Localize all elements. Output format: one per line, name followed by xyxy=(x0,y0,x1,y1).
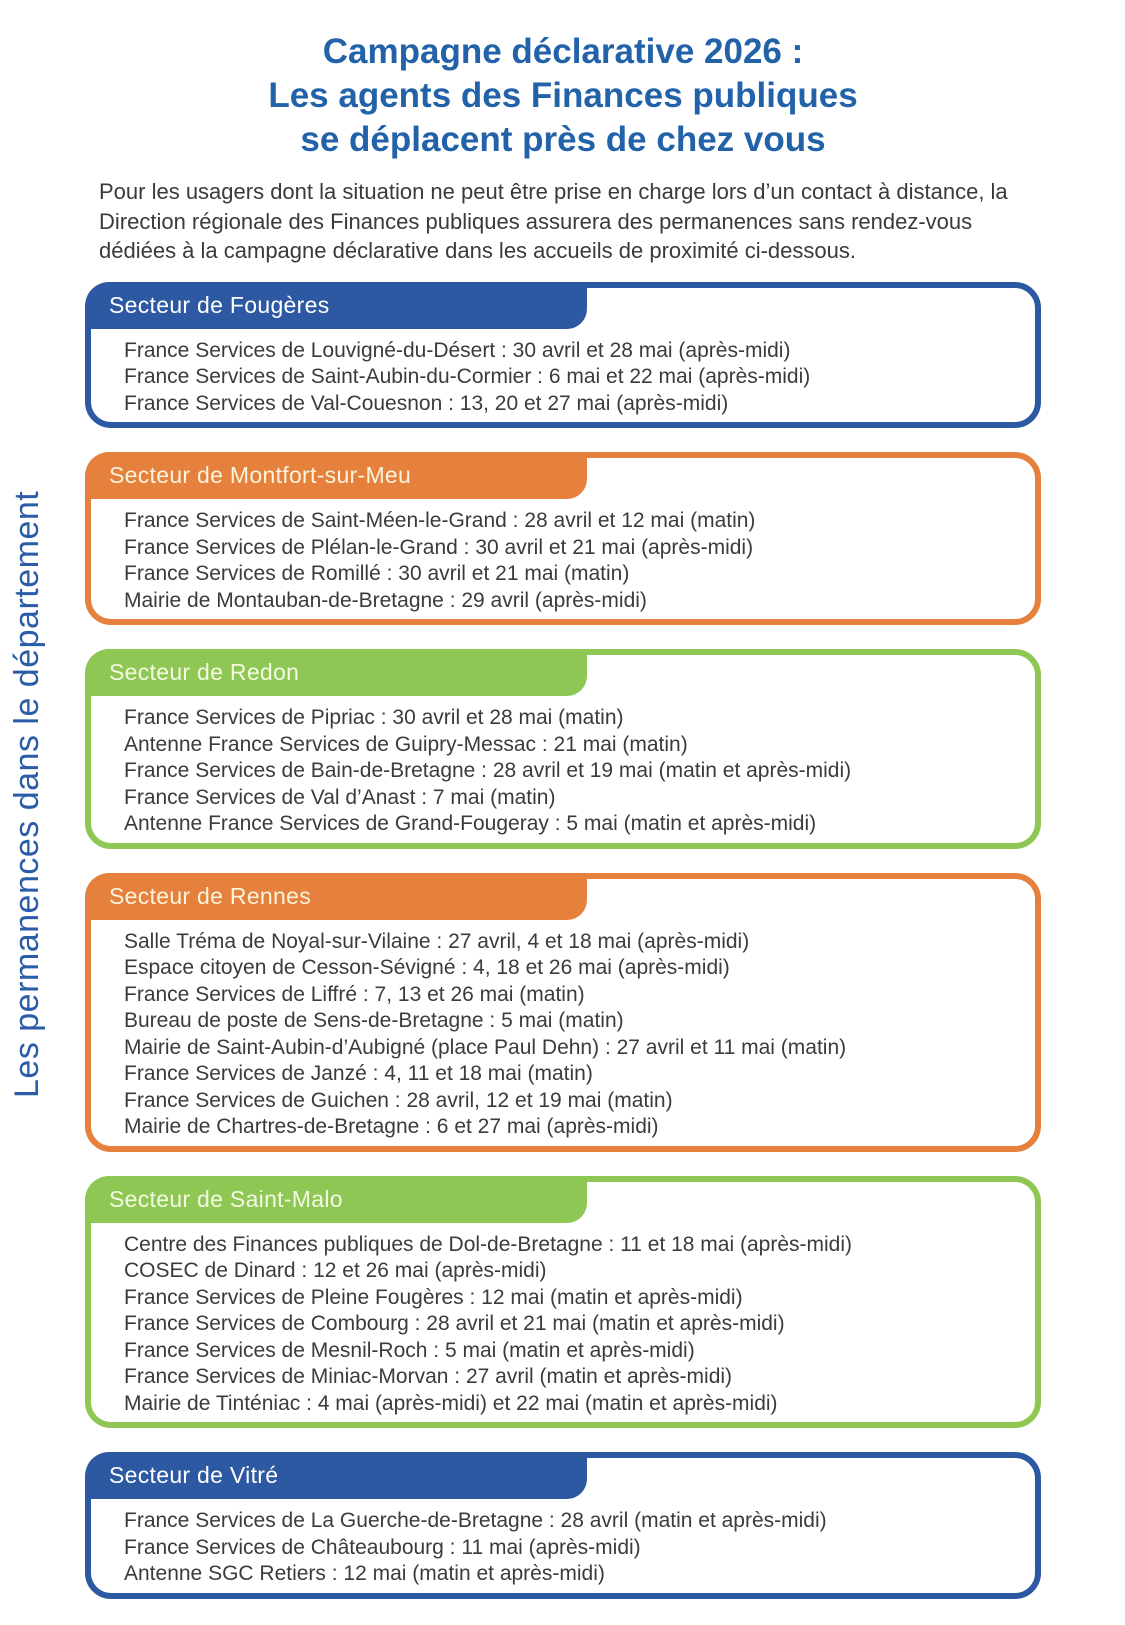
permanence-item: France Services de Janzé : 4, 11 et 18 mai (matin) xyxy=(124,1062,593,1085)
permanence-item: Salle Tréma de Noyal-sur-Vilaine : 27 avril, 4 et 18 mai (après-midi) xyxy=(124,929,750,953)
sector-title: Secteur de Saint-Malo xyxy=(109,1185,343,1212)
sector-title: Secteur de Fougères xyxy=(109,291,330,318)
permanence-item: France Services de Mesnil-Roch : 5 mai (matin et après-midi) xyxy=(124,1338,695,1362)
permanence-item: France Services de Pleine Fougères : 12 mai (matin et après-midi) xyxy=(124,1285,743,1309)
sector-box xyxy=(85,282,1041,429)
permanence-item: France Services de Val d’Anast : 7 mai (matin) xyxy=(124,785,556,809)
sector-title: Secteur de Rennes xyxy=(109,882,312,909)
permanence-item: Mairie de Tinténiac : 4 mai (après-midi) et 22 mai (matin et après-midi) xyxy=(124,1391,778,1415)
page-title-line-3: se déplacent près de chez vous xyxy=(300,120,826,159)
permanence-item: France Services de Plélan-le-Grand : 30 avril et 21 mai (après-midi) xyxy=(124,535,754,559)
sector-box xyxy=(85,1176,1041,1429)
permanence-item: France Services de Louvigné-du-Désert : 30 avril et 28 mai (après-midi) xyxy=(124,338,791,362)
permanence-item: Bureau de poste de Sens-de-Bretagne : 5 mai (matin) xyxy=(124,1009,624,1032)
sector-header-tab xyxy=(85,1452,587,1499)
sector-box xyxy=(85,1452,1041,1599)
sector-box xyxy=(85,873,1041,1152)
sector-title: Secteur de Vitré xyxy=(109,1462,279,1488)
permanence-item: Antenne France Services de Guipry-Messac : 21 mai (matin) xyxy=(124,732,688,756)
content-column xyxy=(85,0,1041,1623)
permanence-item: France Services de Pipriac : 30 avril et 28 mai (matin) xyxy=(124,706,624,729)
sector-permanence-list xyxy=(91,499,1035,619)
permanence-item: France Services de Châteaubourg : 11 mai (après-midi) xyxy=(124,1535,641,1559)
page-title-line-1: Campagne déclarative 2026 : xyxy=(322,32,804,71)
permanence-item: France Services de Saint-Méen-le-Grand : 28 avril et 12 mai (matin) xyxy=(124,509,756,532)
sector-permanence-list xyxy=(91,329,1035,423)
sector-title: Secteur de Redon xyxy=(109,659,300,685)
permanence-item: Antenne SGC Retiers : 12 mai (matin et après-midi) xyxy=(124,1562,605,1585)
permanence-item: Antenne France Services de Grand-Fougeray : 5 mai (matin et après-midi) xyxy=(124,812,817,835)
permanence-item: Mairie de Saint-Aubin-d’Aubigné (place Paul Dehn) : 27 avril et 11 mai (matin) xyxy=(124,1035,847,1059)
sector-header-tab xyxy=(85,452,587,499)
sector-box xyxy=(85,649,1041,849)
permanence-item: France Services de Liffré : 7, 13 et 26 mai (matin) xyxy=(124,982,585,1006)
permanence-item: France Services de La Guerche-de-Bretagne : 28 avril (matin et après-midi) xyxy=(124,1509,827,1532)
sector-boxes-container xyxy=(85,282,1041,1599)
sector-header-tab xyxy=(85,1176,587,1223)
permanence-item: France Services de Bain-de-Bretagne : 28 avril et 19 mai (matin et après-midi) xyxy=(124,759,852,782)
permanence-item: France Services de Miniac-Morvan : 27 avril (matin et après-midi) xyxy=(124,1365,733,1388)
permanence-item: France Services de Combourg : 28 avril et 21 mai (matin et après-midi) xyxy=(124,1312,785,1335)
permanence-item: COSEC de Dinard : 12 et 26 mai (après-midi) xyxy=(124,1259,547,1282)
permanence-item: France Services de Saint-Aubin-du-Cormier : 6 mai et 22 mai (après-midi) xyxy=(124,365,811,388)
permanence-item: France Services de Guichen : 28 avril, 12 et 19 mai (matin) xyxy=(124,1088,673,1112)
permanence-item: France Services de Val-Couesnon : 13, 20 et 27 mai (après-midi) xyxy=(124,391,729,415)
sector-permanence-list xyxy=(91,696,1035,843)
sector-header-tab xyxy=(85,282,587,329)
permanence-item: Mairie de Chartres-de-Bretagne : 6 et 27 mai (après-midi) xyxy=(124,1115,659,1138)
sector-permanence-list xyxy=(91,1499,1035,1593)
sector-header-tab xyxy=(85,649,587,696)
intro-paragraph: Pour les usagers dont la situation ne peut être prise en charge lors d’un contact à distance, la Direction régionale des Finances publiques assurera des permanences sans rendez-vous dédiées à la campagne déclarative dans les accueils de proximité ci-dessous. xyxy=(99,179,1008,263)
sector-header-tab xyxy=(85,873,587,920)
permanence-item: Espace citoyen de Cesson-Sévigné : 4, 18 et 26 mai (après-midi) xyxy=(124,956,730,979)
permanence-item: Mairie de Montauban-de-Bretagne : 29 avril (après-midi) xyxy=(124,588,647,612)
sector-permanence-list xyxy=(91,1223,1035,1423)
sector-box xyxy=(85,452,1041,625)
sector-title: Secteur de Montfort-sur-Meu xyxy=(109,462,412,488)
sector-permanence-list xyxy=(91,920,1035,1146)
page-title-line-2: Les agents des Finances publiques xyxy=(268,76,858,115)
vertical-sidebar-label: Les permanences dans le département xyxy=(8,490,46,1098)
page-title xyxy=(85,30,1041,162)
permanence-item: France Services de Romillé : 30 avril et 21 mai (matin) xyxy=(124,562,630,585)
permanence-item: Centre des Finances publiques de Dol-de-Bretagne : 11 et 18 mai (après-midi) xyxy=(124,1232,852,1256)
